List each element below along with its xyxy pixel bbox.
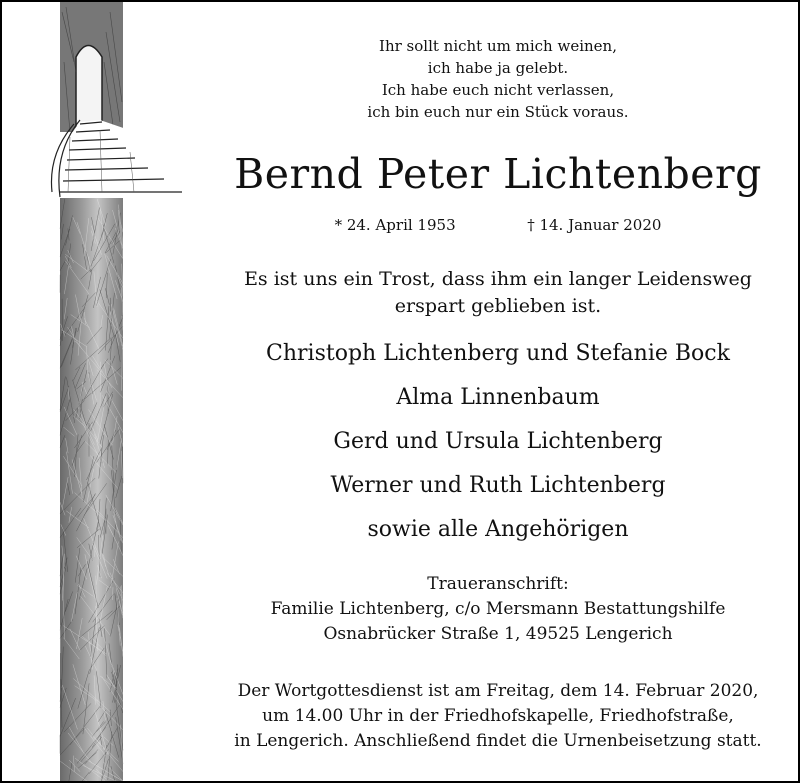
poem-line: Ihr sollt nicht um mich weinen, <box>379 37 617 55</box>
mourner-name: Christoph Lichtenberg und Stefanie Bock <box>266 341 730 366</box>
mourner-name: Alma Linnenbaum <box>396 385 600 410</box>
comfort-text-line: Es ist uns ein Trost, dass ihm ein langer Leidensweg <box>244 268 752 290</box>
deceased-name: Bernd Peter Lichtenberg <box>234 150 762 198</box>
mourner-name: Werner und Ruth Lichtenberg <box>330 473 666 498</box>
comfort-text-line: erspart geblieben ist. <box>394 295 602 317</box>
death-date: † 14. Januar 2020 <box>527 216 662 234</box>
life-dates <box>198 216 798 234</box>
address-line: Familie Lichtenberg, c/o Mersmann Bestattungshilfe <box>270 599 726 619</box>
notice-text <box>198 2 798 781</box>
service-info-line: Der Wortgottesdienst ist am Freitag, dem 14. Februar 2020, <box>237 681 759 701</box>
address-heading: Traueranschrift: <box>427 574 569 594</box>
poem-line: ich habe ja gelebt. <box>427 59 569 77</box>
service-info-line: in Lengerich. Anschließend findet die Urnenbeisetzung statt. <box>234 731 762 751</box>
address-line: Osnabrücker Straße 1, 49525 Lengerich <box>323 624 673 644</box>
staircase-illustration <box>40 2 185 781</box>
service-info-line: um 14.00 Uhr in der Friedhofskapelle, Friedhofstraße, <box>262 706 734 726</box>
mourner-name: Gerd und Ursula Lichtenberg <box>333 429 663 454</box>
poem-line: Ich habe euch nicht verlassen, <box>381 81 615 99</box>
birth-date: * 24. April 1953 <box>334 216 456 234</box>
poem-line: ich bin euch nur ein Stück voraus. <box>367 103 629 121</box>
mourner-name: sowie alle Angehörigen <box>367 517 629 542</box>
